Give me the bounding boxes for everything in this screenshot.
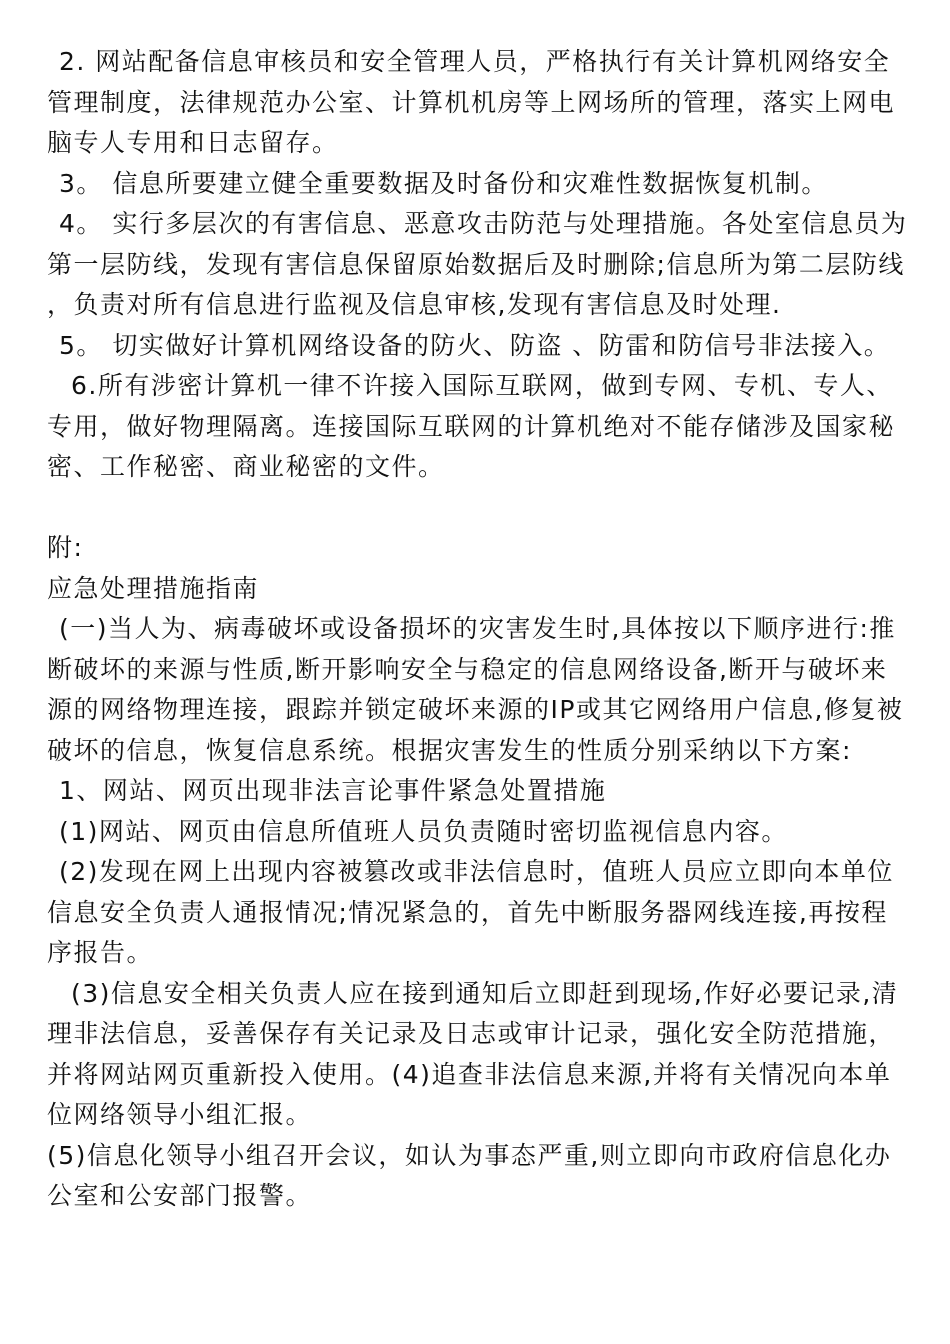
appendix-subitem-1: (1)网站、网页由信息所值班人员负责随时密切监视信息内容。 bbox=[59, 816, 788, 846]
appendix-subitem-3-4: (3)信息安全相关负责人应在接到通知后立即赶到现场,作好必要记录,清理非法信息，妥善保存有关记录及日志或审计记录，强化安全防范措施，并将网站网页重新投入使用。(4)追查非法信息来源,并将有关情况向本单位网络领导小组汇报。 bbox=[47, 978, 899, 1129]
paragraph-3: 3。 信息所要建立健全重要数据及时备份和灾难性数据恢复机制。 bbox=[59, 168, 828, 198]
paragraph-6: 6.所有涉密计算机一律不许接入国际互联网，做到专网、专机、专人、专用，做好物理隔离。连接国际互联网的计算机绝对不能存储涉及国家秘密、工作秘密、商业秘密的文件。 bbox=[47, 371, 896, 481]
appendix-label: 附: bbox=[47, 533, 84, 562]
paragraph-2: 2. 网站配备信息审核员和安全管理人员，严格执行有关计算机网络安全管理制度，法律规范办公室、计算机机房等上网场所的管理，落实上网电脑专人专用和日志留存。 bbox=[47, 47, 896, 157]
appendix-subitem-5: (5)信息化领导小组召开会议，如认为事态严重,则立即向市政府信息化办公室和公安部门报警。 bbox=[47, 1140, 892, 1210]
paragraph-4: 4。 实行多层次的有害信息、恶意攻击防范与处理措施。各处室信息员为第一层防线，发现有害信息保留原始数据后及时删除;信息所为第二层防线，负责对所有信息进行监视及信息审核,发现有害信息及时处理. bbox=[47, 209, 908, 319]
appendix-paragraph-1: (一)当人为、病毒破坏或设备损坏的灾害发生时,具体按以下顺序进行:推断破坏的来源与性质,断开影响安全与稳定的信息网络设备,断开与破坏来源的网络物理连接，跟踪并锁定破坏来源的IP或其它网络用户信息,修复被破坏的信息，恢复信息系统。根据灾害发生的性质分别采纳以下方案: bbox=[47, 614, 904, 765]
appendix-subitem-2: (2)发现在网上出现内容被篡改或非法信息时，值班人员应立即向本单位信息安全负责人通报情况;情况紧急的，首先中断服务器网线连接,再按程序报告。 bbox=[47, 857, 894, 967]
paragraph-5: 5。 切实做好计算机网络设备的防火、防盗 、防雷和防信号非法接入。 bbox=[59, 330, 891, 360]
document-body bbox=[47, 42, 909, 1217]
appendix-title: 应急处理措施指南 bbox=[47, 573, 260, 603]
appendix-item-1-heading: 1、网站、网页出现非法言论事件紧急处置措施 bbox=[59, 776, 607, 805]
blank-line bbox=[47, 488, 909, 529]
